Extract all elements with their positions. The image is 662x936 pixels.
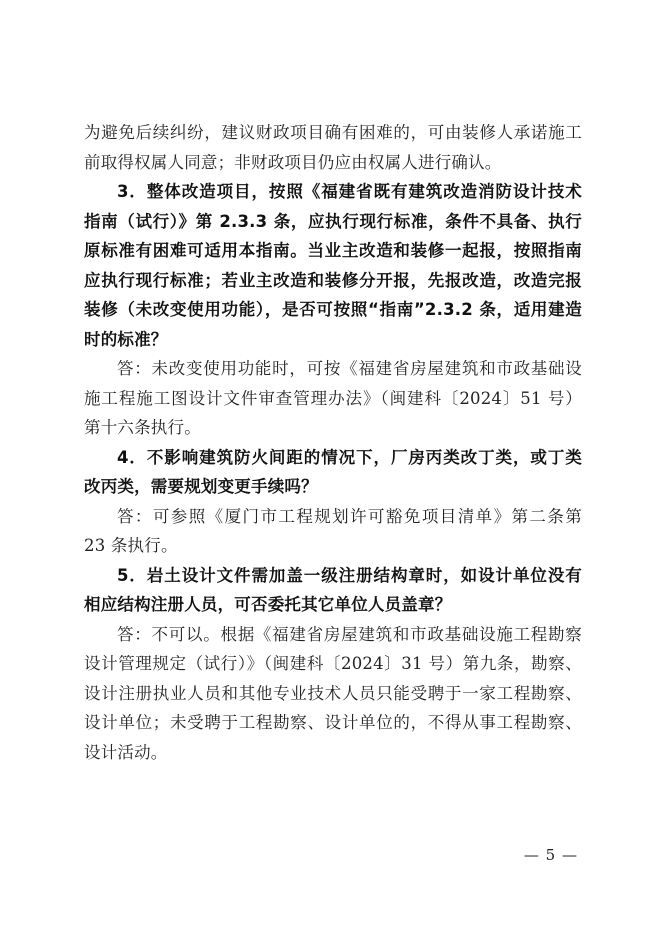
answer-3	[84, 354, 582, 443]
answer-5	[84, 620, 582, 768]
text-line: 设计单位；未受聘于工程勘察、设计单位的，不得从事工程勘察、	[84, 713, 582, 732]
question-4	[84, 443, 582, 502]
page-number: — 5 —	[523, 846, 578, 864]
text-line: 前取得权属人同意；非财政项目仍应由权属人进行确认。	[84, 152, 502, 172]
question-3	[84, 177, 582, 354]
text-line: 设计注册执业人员和其他专业技术人员只能受聘于一家工程勘察、	[84, 683, 582, 703]
text-line: 施工程施工图设计文件审查管理办法》（闽建科〔2024〕51 号）	[84, 388, 582, 408]
text-line: 指南（试行）》第 2.3.3 条，应执行现行标准，条件不具备、执行	[84, 211, 582, 231]
text-line: 装修（未改变使用功能），是否可按照“指南”2.3.2 条，适用建造	[84, 300, 582, 319]
text-line: 答：未改变使用功能时，可按《福建省房屋建筑和市政基础设	[117, 359, 582, 378]
text-line: 为避免后续纠纷，建议财政项目确有困难的，可由装修人承诺施工	[84, 123, 582, 142]
text-line: 23 条执行。	[84, 536, 178, 555]
question-5	[84, 561, 582, 620]
text-line: 答：不可以。根据《福建省房屋建筑和市政基础设施工程勘察	[117, 624, 582, 644]
text-line: 设计管理规定（试行）》（闽建科〔2024〕31 号）第九条，勘察、	[84, 654, 582, 673]
text-line: 应执行现行标准；若业主改造和装修分开报，先报改造，改造完报	[84, 270, 582, 290]
text-line: 相应结构注册人员，可否委托其它单位人员盖章？	[84, 595, 452, 614]
text-line: 原标准有困难可适用本指南。当业主改造和装修一起报，按照指南	[84, 241, 582, 260]
text-line: 4．不影响建筑防火间距的情况下，厂房丙类改丁类，或丁类	[117, 447, 582, 467]
document-body	[84, 118, 582, 767]
answer-4	[84, 502, 582, 561]
text-line: 设计活动。	[84, 742, 168, 762]
text-line: 答：可参照《厦门市工程规划许可豁免项目清单》第二条第	[117, 506, 582, 526]
text-line: 改丙类，需要规划变更手续吗？	[84, 477, 318, 496]
text-line: 3．整体改造项目，按照《福建省既有建筑改造消防设计技术	[117, 182, 582, 201]
answer-continuation	[84, 118, 582, 177]
text-line: 时的标准？	[84, 329, 168, 349]
text-line: 5．岩土设计文件需加盖一级注册结构章时，如设计单位没有	[117, 565, 582, 585]
text-line: 第十六条执行。	[84, 418, 201, 437]
